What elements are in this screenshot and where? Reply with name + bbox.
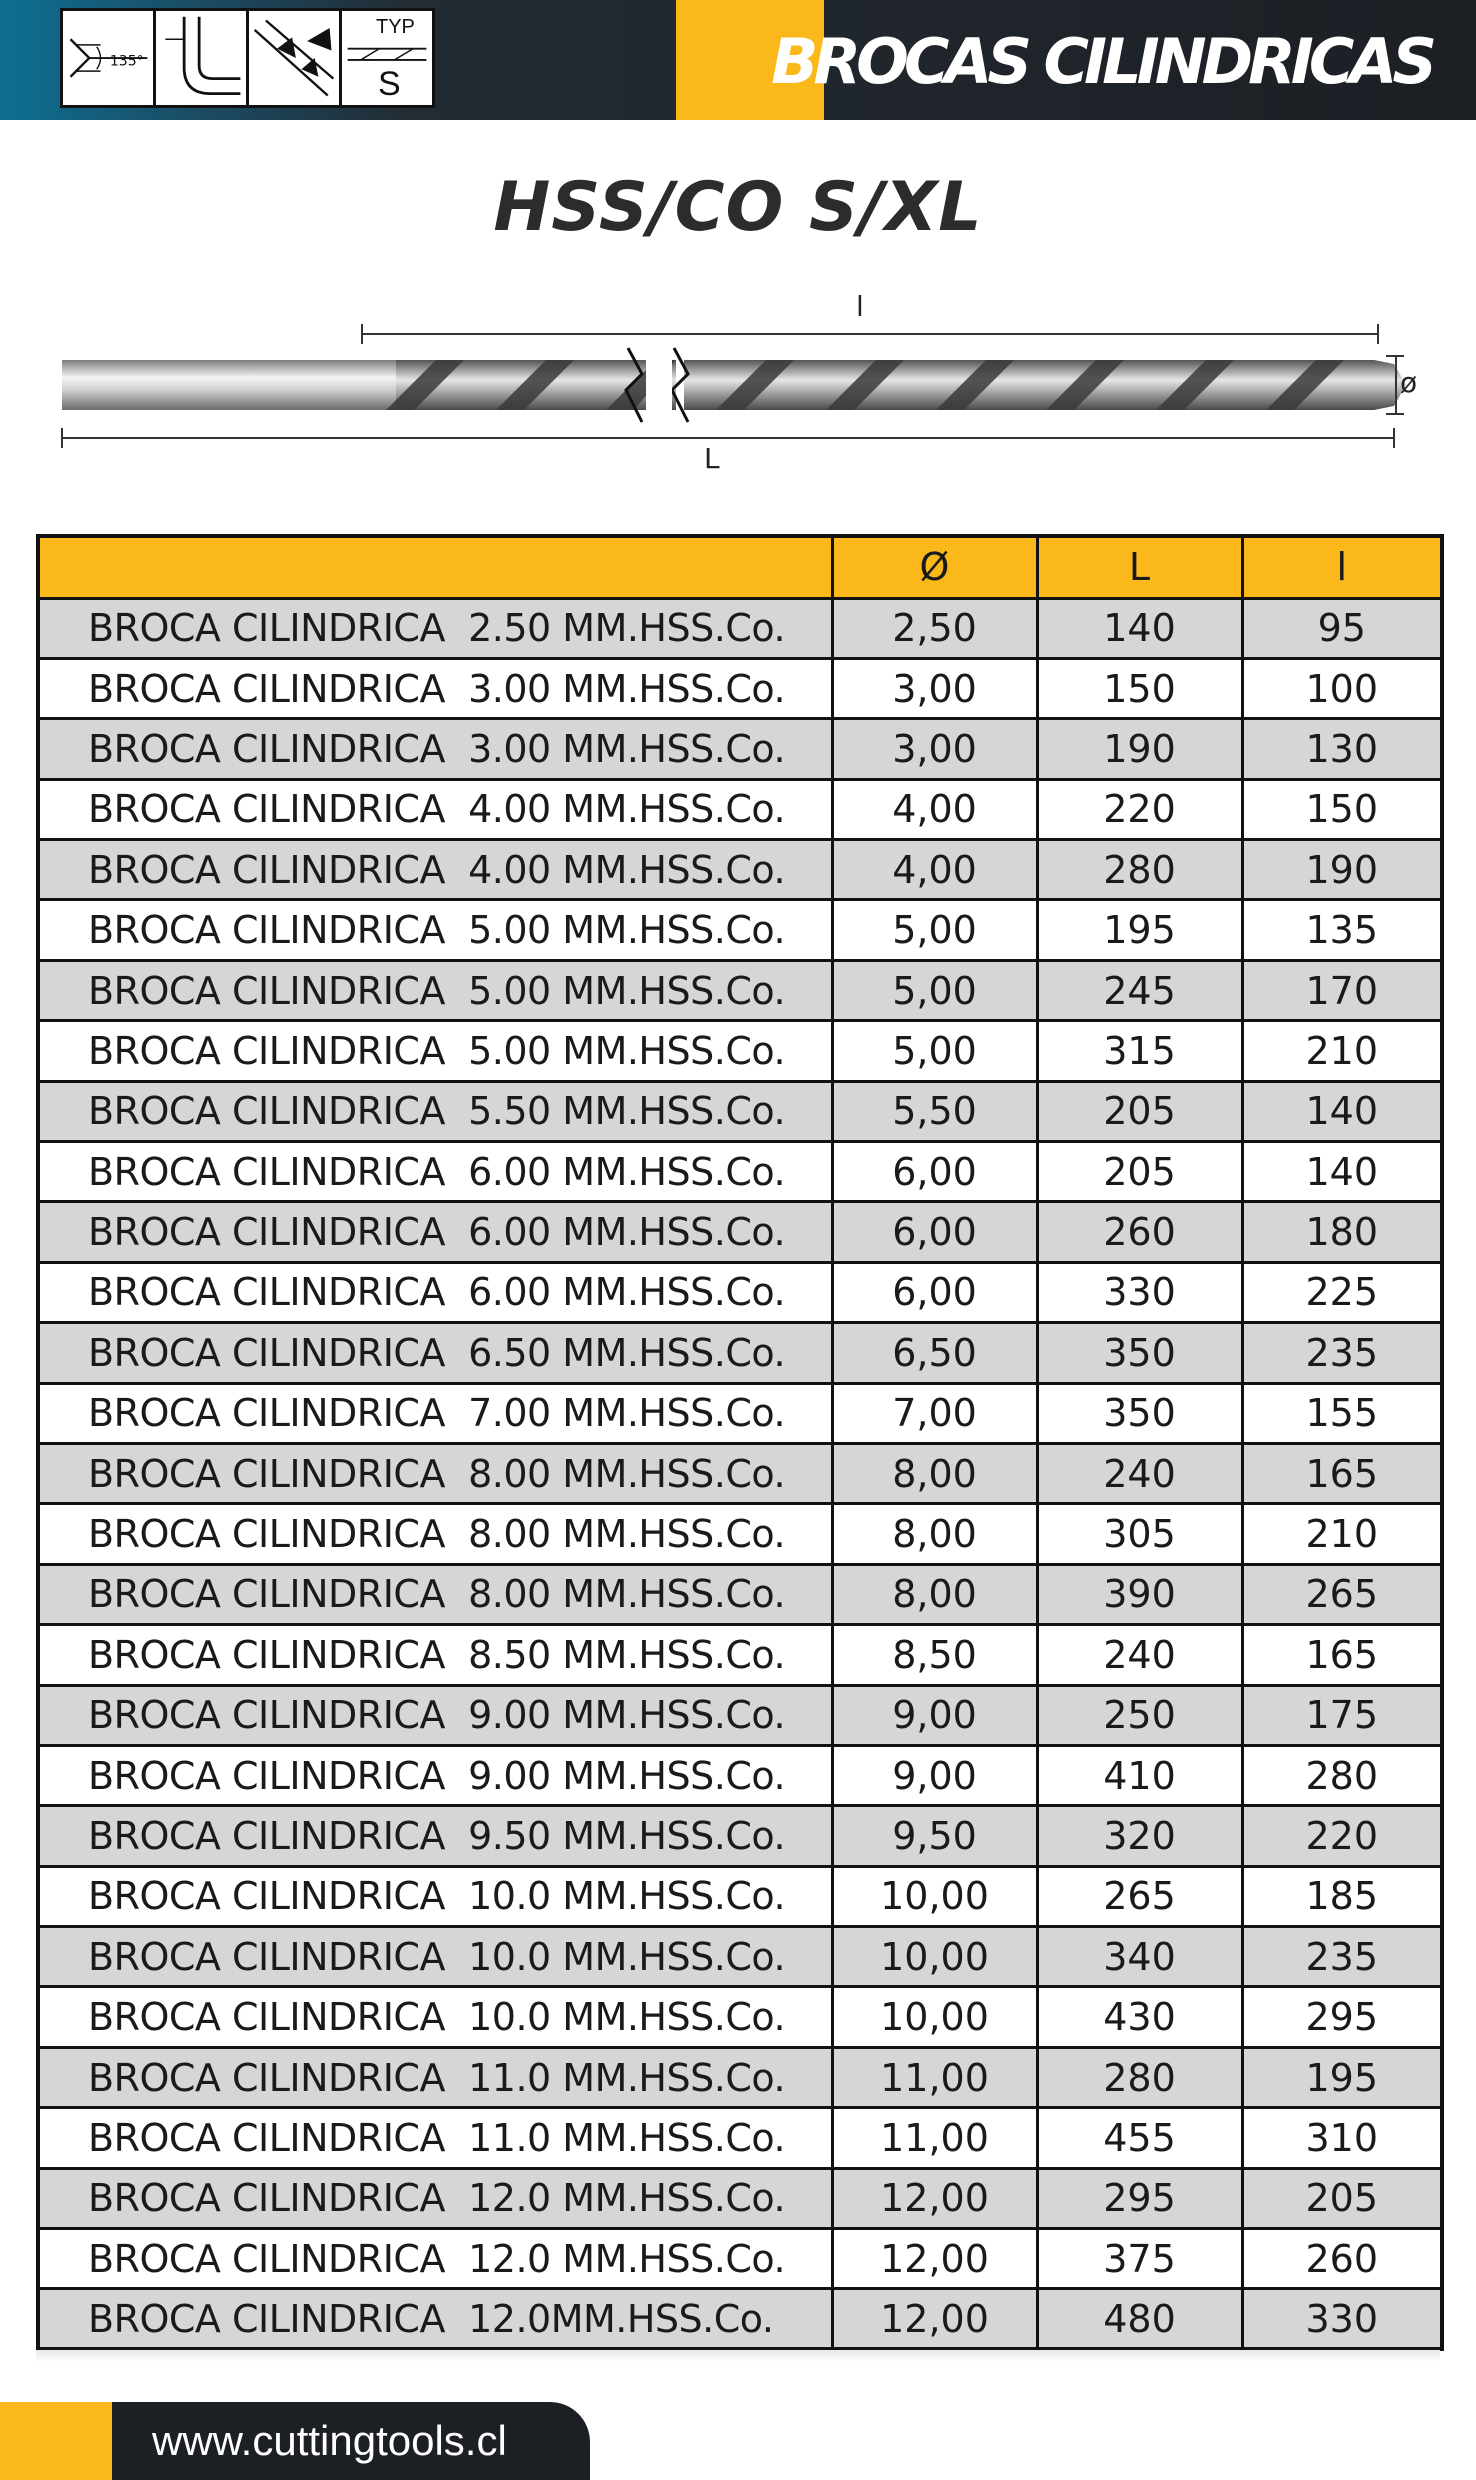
table-row [38, 1504, 1442, 1564]
cell-total-length: 320 [1037, 1806, 1242, 1866]
cell-description: BROCA CILINDRICA 9.50 MM.HSS.Co. [38, 1806, 832, 1866]
header-title: BROCAS CILINDRICAS [771, 25, 1432, 98]
table-header-row [38, 536, 1442, 598]
table-row [38, 2108, 1442, 2168]
cell-diameter: 6,50 [832, 1323, 1037, 1383]
cell-flute-length: 185 [1242, 1866, 1442, 1926]
cell-flute-length: 220 [1242, 1806, 1442, 1866]
table-row [38, 960, 1442, 1020]
cell-description: BROCA CILINDRICA 8.00 MM.HSS.Co. [38, 1564, 832, 1624]
table-row [38, 2168, 1442, 2228]
cell-total-length: 350 [1037, 1383, 1242, 1443]
cell-description: BROCA CILINDRICA 11.0 MM.HSS.Co. [38, 2108, 832, 2168]
cell-diameter: 6,00 [832, 1142, 1037, 1202]
total-length-label: L [704, 442, 720, 475]
cell-flute-length: 235 [1242, 1927, 1442, 1987]
cell-flute-length: 280 [1242, 1745, 1442, 1805]
cell-flute-length: 140 [1242, 1081, 1442, 1141]
cell-flute-length: 180 [1242, 1202, 1442, 1262]
cell-total-length: 260 [1037, 1202, 1242, 1262]
cell-diameter: 10,00 [832, 1866, 1037, 1926]
header-band [0, 0, 1476, 120]
cell-diameter: 3,00 [832, 719, 1037, 779]
cell-total-length: 330 [1037, 1262, 1242, 1322]
table-row [38, 1443, 1442, 1503]
cell-flute-length: 165 [1242, 1443, 1442, 1503]
table-row [38, 840, 1442, 900]
drill-drawing [56, 290, 1436, 480]
column-header-total-length: L [1037, 536, 1242, 598]
product-title: HSS/CO S/XL [493, 168, 983, 247]
column-header-flute-length: l [1242, 536, 1442, 598]
cell-total-length: 410 [1037, 1745, 1242, 1805]
type-s-icon [339, 8, 435, 108]
cell-diameter: 8,00 [832, 1504, 1037, 1564]
feature-icons [60, 8, 432, 108]
cell-description: BROCA CILINDRICA 8.50 MM.HSS.Co. [38, 1625, 832, 1685]
cell-description: BROCA CILINDRICA 6.00 MM.HSS.Co. [38, 1142, 832, 1202]
cell-description: BROCA CILINDRICA 12.0 MM.HSS.Co. [38, 2168, 832, 2228]
cell-diameter: 9,00 [832, 1685, 1037, 1745]
cell-flute-length: 150 [1242, 779, 1442, 839]
table-row [38, 1564, 1442, 1624]
cell-total-length: 280 [1037, 840, 1242, 900]
cell-diameter: 8,50 [832, 1625, 1037, 1685]
cell-total-length: 350 [1037, 1323, 1242, 1383]
cell-flute-length: 235 [1242, 1323, 1442, 1383]
cell-total-length: 340 [1037, 1927, 1242, 1987]
cell-description: BROCA CILINDRICA 12.0MM.HSS.Co. [38, 2289, 832, 2349]
cell-flute-length: 95 [1242, 598, 1442, 658]
typ-label: TYP [376, 16, 415, 38]
cell-total-length: 220 [1037, 779, 1242, 839]
cell-description: BROCA CILINDRICA 3.00 MM.HSS.Co. [38, 658, 832, 718]
cell-total-length: 280 [1037, 2047, 1242, 2107]
table-row [38, 1323, 1442, 1383]
cell-total-length: 430 [1037, 1987, 1242, 2047]
cell-diameter: 12,00 [832, 2229, 1037, 2289]
cell-diameter: 5,00 [832, 1021, 1037, 1081]
cell-description: BROCA CILINDRICA 10.0 MM.HSS.Co. [38, 1987, 832, 2047]
cell-diameter: 11,00 [832, 2047, 1037, 2107]
cell-flute-length: 265 [1242, 1564, 1442, 1624]
table-row [38, 1806, 1442, 1866]
table-row [38, 1625, 1442, 1685]
cell-description: BROCA CILINDRICA 10.0 MM.HSS.Co. [38, 1927, 832, 1987]
cell-diameter: 2,50 [832, 598, 1037, 658]
cell-description: BROCA CILINDRICA 4.00 MM.HSS.Co. [38, 779, 832, 839]
helix-profile-icon [153, 8, 249, 108]
cell-diameter: 12,00 [832, 2289, 1037, 2349]
table-row [38, 1866, 1442, 1926]
cell-diameter: 5,50 [832, 1081, 1037, 1141]
cell-flute-length: 155 [1242, 1383, 1442, 1443]
table-row [38, 1383, 1442, 1443]
table-row [38, 2289, 1442, 2349]
cell-total-length: 375 [1037, 2229, 1242, 2289]
cell-diameter: 4,00 [832, 840, 1037, 900]
cell-description: BROCA CILINDRICA 4.00 MM.HSS.Co. [38, 840, 832, 900]
table-row [38, 779, 1442, 839]
cell-total-length: 390 [1037, 1564, 1242, 1624]
cell-description: BROCA CILINDRICA 5.50 MM.HSS.Co. [38, 1081, 832, 1141]
table-row [38, 2229, 1442, 2289]
cell-total-length: 480 [1037, 2289, 1242, 2349]
cell-flute-length: 260 [1242, 2229, 1442, 2289]
cell-flute-length: 225 [1242, 1262, 1442, 1322]
cell-description: BROCA CILINDRICA 6.50 MM.HSS.Co. [38, 1323, 832, 1383]
cell-description: BROCA CILINDRICA 3.00 MM.HSS.Co. [38, 719, 832, 779]
table-row [38, 598, 1442, 658]
table-row [38, 900, 1442, 960]
cell-diameter: 4,00 [832, 779, 1037, 839]
cell-flute-length: 190 [1242, 840, 1442, 900]
cell-description: BROCA CILINDRICA 6.00 MM.HSS.Co. [38, 1262, 832, 1322]
specs-table [36, 534, 1444, 2351]
cell-diameter: 10,00 [832, 1927, 1037, 1987]
table-row [38, 1142, 1442, 1202]
table-row [38, 1685, 1442, 1745]
column-header-description [38, 536, 832, 598]
cell-total-length: 240 [1037, 1625, 1242, 1685]
cell-diameter: 6,00 [832, 1262, 1037, 1322]
cell-diameter: 8,00 [832, 1564, 1037, 1624]
cell-diameter: 3,00 [832, 658, 1037, 718]
cell-flute-length: 295 [1242, 1987, 1442, 2047]
cell-flute-length: 170 [1242, 960, 1442, 1020]
cell-diameter: 6,00 [832, 1202, 1037, 1262]
cell-flute-length: 165 [1242, 1625, 1442, 1685]
table-row [38, 658, 1442, 718]
point-angle-label: 135° [109, 53, 144, 70]
cell-description: BROCA CILINDRICA 10.0 MM.HSS.Co. [38, 1866, 832, 1926]
table-row [38, 2047, 1442, 2107]
cell-flute-length: 210 [1242, 1504, 1442, 1564]
table-row [38, 719, 1442, 779]
cell-description: BROCA CILINDRICA 5.00 MM.HSS.Co. [38, 960, 832, 1020]
table-shadow [36, 2350, 1440, 2362]
cell-flute-length: 140 [1242, 1142, 1442, 1202]
cell-diameter: 9,00 [832, 1745, 1037, 1805]
cell-diameter: 5,00 [832, 960, 1037, 1020]
cell-total-length: 240 [1037, 1443, 1242, 1503]
flute-length-label: l [856, 290, 864, 323]
cell-description: BROCA CILINDRICA 12.0 MM.HSS.Co. [38, 2229, 832, 2289]
cell-flute-length: 330 [1242, 2289, 1442, 2349]
cell-description: BROCA CILINDRICA 5.00 MM.HSS.Co. [38, 900, 832, 960]
cell-description: BROCA CILINDRICA 8.00 MM.HSS.Co. [38, 1504, 832, 1564]
cell-flute-length: 310 [1242, 2108, 1442, 2168]
cell-total-length: 455 [1037, 2108, 1242, 2168]
cell-total-length: 315 [1037, 1021, 1242, 1081]
cell-description: BROCA CILINDRICA 9.00 MM.HSS.Co. [38, 1745, 832, 1805]
cell-total-length: 245 [1037, 960, 1242, 1020]
cell-diameter: 8,00 [832, 1443, 1037, 1503]
footer-accent-block [0, 2402, 130, 2480]
table-body [38, 598, 1442, 2349]
cell-flute-length: 195 [1242, 2047, 1442, 2107]
cell-description: BROCA CILINDRICA 2.50 MM.HSS.Co. [38, 598, 832, 658]
specs-table-wrapper [36, 534, 1440, 2351]
cell-flute-length: 205 [1242, 2168, 1442, 2228]
cell-flute-length: 135 [1242, 900, 1442, 960]
cell-diameter: 5,00 [832, 900, 1037, 960]
cell-description: BROCA CILINDRICA 7.00 MM.HSS.Co. [38, 1383, 832, 1443]
point-angle-icon [60, 8, 156, 108]
cell-total-length: 265 [1037, 1866, 1242, 1926]
cell-total-length: 250 [1037, 1685, 1242, 1745]
table-row [38, 1745, 1442, 1805]
cell-diameter: 7,00 [832, 1383, 1037, 1443]
cell-flute-length: 210 [1242, 1021, 1442, 1081]
cell-description: BROCA CILINDRICA 11.0 MM.HSS.Co. [38, 2047, 832, 2107]
typ-letter: S [378, 65, 401, 103]
cell-description: BROCA CILINDRICA 9.00 MM.HSS.Co. [38, 1685, 832, 1745]
cell-diameter: 12,00 [832, 2168, 1037, 2228]
cell-description: BROCA CILINDRICA 8.00 MM.HSS.Co. [38, 1443, 832, 1503]
table-row [38, 1081, 1442, 1141]
website-link[interactable]: www.cuttingtools.cl [152, 2417, 507, 2464]
cell-total-length: 190 [1037, 719, 1242, 779]
table-row [38, 1262, 1442, 1322]
drill-cutting-icon [246, 8, 342, 108]
cell-diameter: 9,50 [832, 1806, 1037, 1866]
table-row [38, 1927, 1442, 1987]
cell-flute-length: 175 [1242, 1685, 1442, 1745]
cell-total-length: 305 [1037, 1504, 1242, 1564]
cell-total-length: 205 [1037, 1081, 1242, 1141]
column-header-diameter: Ø [832, 536, 1037, 598]
cell-total-length: 195 [1037, 900, 1242, 960]
table-row [38, 1987, 1442, 2047]
table-row [38, 1021, 1442, 1081]
cell-description: BROCA CILINDRICA 5.00 MM.HSS.Co. [38, 1021, 832, 1081]
cell-flute-length: 100 [1242, 658, 1442, 718]
cell-total-length: 140 [1037, 598, 1242, 658]
diameter-label: ø [1400, 366, 1418, 399]
table-row [38, 1202, 1442, 1262]
cell-flute-length: 130 [1242, 719, 1442, 779]
cell-total-length: 205 [1037, 1142, 1242, 1202]
cell-total-length: 295 [1037, 2168, 1242, 2228]
cell-diameter: 11,00 [832, 2108, 1037, 2168]
cell-diameter: 10,00 [832, 1987, 1037, 2047]
cell-description: BROCA CILINDRICA 6.00 MM.HSS.Co. [38, 1202, 832, 1262]
cell-total-length: 150 [1037, 658, 1242, 718]
